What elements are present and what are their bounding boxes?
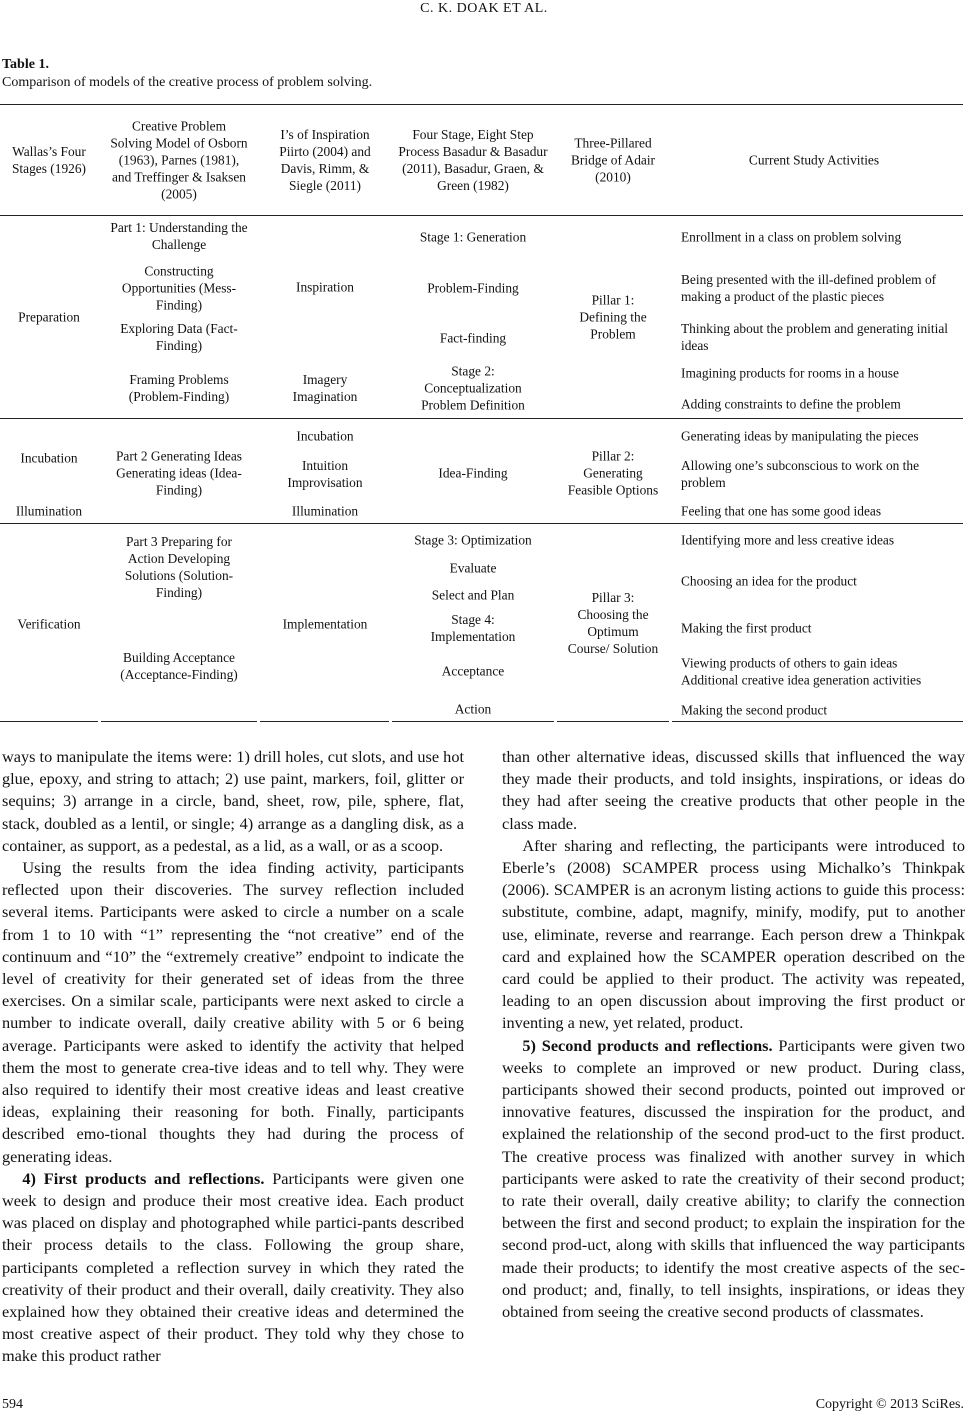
col-header-inspiration: I’s of Inspiration Piirto (2004) and Davis, Rimm, & Siegle (2011) [279, 127, 371, 193]
copyright: Copyright © 2013 SciRes. [815, 1397, 964, 1412]
adair-pillar3: Pillar 3: Choosing the Optimum Course/ Solution [567, 590, 659, 656]
page-number: 594 [2, 1397, 23, 1412]
bas-stage1: Stage 1: Generation [419, 229, 527, 245]
wallas-verification: Verification [17, 616, 81, 632]
activity-item: Enrollment in a class on problem solving [681, 229, 902, 245]
section-rule-1 [0, 418, 963, 419]
wallas-incubation: Incubation [20, 450, 78, 466]
bas-problem-finding: Problem-Finding [427, 280, 519, 296]
cps-part2: Part 2 Generating Ideas Generating ideas (Idea-Finding) [115, 448, 243, 498]
paragraph: After sharing and reflecting, the participants were introduced to Eberle’s (2008) SCAMPER process using Michalko’s Thinkpak (2006). SCAMPER is an acronym listing actions to guide this process: substitute, combine, adapt, magnify, minify, modify, put to another use, eliminate, reverse and rearrange. Each person drew a Thinkpak card and explained how the SCAMPER operation described on the card could be applied to their product. The activity was repeated, leading to an open discussion about improving the first product or inventing a new, yet related, product. [502, 835, 965, 1033]
cps-part1: Part 1: Understanding the Challenge [110, 220, 248, 252]
col-header-wallas: Wallas’s Four Stages (1926) [11, 144, 86, 176]
insp-illumination: Illumination [291, 503, 359, 519]
activity-item: Choosing an idea for the product [681, 573, 857, 589]
bas-evaluate: Evaluate [449, 560, 497, 576]
col-header-adair: Three-Pillared Bridge of Adair (2010) [570, 135, 656, 185]
bas-stage2: Stage 2: Conceptualization Problem Definition [421, 363, 525, 413]
activity-item: Identifying more and less creative ideas [681, 532, 895, 548]
insp-intuition: Intuition Improvisation [287, 458, 363, 490]
bas-select-plan: Select and Plan [431, 587, 515, 603]
col-header-basadur: Four Stage, Eight Step Process Basadur & Basadur (2011), Basadur, Graen, & Green (1982) [398, 127, 548, 193]
cps-problem-finding: Framing Problems (Problem-Finding) [128, 372, 230, 404]
header-bottom-rule [0, 215, 963, 216]
paragraph: than other alternative ideas, discussed skills that influenced the way they made their products, and told insights, inspirations, or ideas do they had after seeing the creative products that other people in the class made. [502, 747, 965, 833]
section-heading: 4) First products and reflections. [22, 1168, 265, 1188]
running-head: C. K. DOAK ET AL. [420, 1, 548, 16]
bas-fact-finding: Fact-finding [439, 330, 507, 346]
activity-item: Viewing products of others to gain ideas [681, 655, 898, 671]
bas-stage3: Stage 3: Optimization [414, 532, 532, 548]
adair-pillar2: Pillar 2: Generating Feasible Options [567, 448, 659, 498]
section-heading: 5) Second products and reflections. [522, 1035, 773, 1055]
insp-implementation: Implementation [282, 616, 368, 632]
activity-item: Generating ideas by manipulating the pieces [681, 428, 919, 444]
activity-item: Additional creative idea generation activities [681, 672, 922, 688]
col-header-cps: Creative Problem Solving Model of Osborn (1963), Parnes (1981), and Treffinger & Isaksen (2005) [110, 118, 248, 202]
activity-item: Adding constraints to define the problem [681, 396, 901, 412]
activity-item: Making the first product [681, 620, 812, 636]
table-top-rule [0, 104, 963, 105]
cps-acceptance: Building Acceptance (Acceptance-Finding) [120, 650, 238, 682]
wallas-preparation: Preparation [18, 309, 80, 325]
activity-item: Allowing one’s subconscious to work on the problem [681, 458, 920, 490]
activity-item: Thinking about the problem and generating initial ideas [681, 321, 949, 353]
bas-action: Action [454, 701, 492, 717]
cps-fact-finding: Exploring Data (Fact-Finding) [120, 321, 238, 353]
insp-imagery: Imagery Imagination [292, 372, 358, 404]
activity-item: Feeling that one has some good ideas [681, 503, 882, 519]
activity-item: Making the second product [681, 702, 828, 718]
table-title: Table 1. [2, 57, 49, 72]
insp-incubation: Incubation [296, 428, 354, 444]
adair-pillar1: Pillar 1: Defining the Problem [579, 292, 647, 342]
bas-acceptance: Acceptance [441, 663, 505, 679]
cps-part3: Part 3 Preparing for Action Developing Solutions (Solution-Finding) [124, 534, 234, 600]
cps-mess-finding: Constructing Opportunities (Mess-Finding) [121, 263, 237, 313]
left-text-column [2, 746, 464, 1368]
col-header-activities: Current Study Activities [748, 152, 880, 168]
bas-idea-finding: Idea-Finding [438, 465, 508, 481]
table-caption: Comparison of models of the creative process of problem solving. [2, 75, 373, 90]
paragraph: 5) Second products and reflections. Participants were given two weeks to complete an improved or new product. During class, participants showed their second products, pointed out improved or innovative features, discussed the inspiration for the product, and explained the relationship of the second prod-uct to the first product. The creative process was finalized with another survey in which participants were asked to rate the creativity of their second product; to rate their overall, daily creative ability; to clarify the connection between the first and second product; to explain the inspiration for the second prod-uct, along with skills that influenced the way participants made their products; to identify the most creative aspects of the sec-ond product; and, finally, to tell insights, inspirations, or ideas they obtained from seeing the creative second products of classmates. [502, 1035, 965, 1322]
wallas-illumination: Illumination [15, 503, 83, 519]
insp-inspiration: Inspiration [295, 279, 354, 295]
activity-item: Imagining products for rooms in a house [681, 365, 899, 381]
paragraph: 4) First products and reflections. Participants were given one week to design and produce their most creative idea. Each product was placed on display and photographed while partici-pants described their process details to the class. Following the group share, participants completed a reflection survey in which they rated the creativity of their product and their overall, daily creativity. They also explained how they obtained their creative ideas and determined the most creative aspect of their product. They told why they chose to make this product rather [2, 1168, 464, 1366]
paragraph: Using the results from the idea finding activity, participants reflected upon their discoveries. The survey reflection included several items. Participants were asked to circle a number on a scale from 1 to 10 with “1” representing the “not creative” end of the continuum and “10” the “extremely creative” endpoint to indicate the level of creativity for their generated set of ideas from the three exercises. On a similar scale, participants were next asked to circle a number to indicate overall, daily creative ability with 5 or 6 being average. Participants were asked to identify the activity that helped them the most to generate crea-tive ideas and to tell why. They were also required to identify their most creative ideas and least creative ideas, explaining their reasoning for both. Finally, participants described emo-tional thoughts they had during the process of generating ideas. [2, 858, 464, 1166]
section-rule-2 [0, 523, 963, 524]
activity-item: Being presented with the ill-defined problem of making a product of the plastic pieces [681, 272, 937, 304]
right-text-column [502, 746, 965, 1323]
paragraph: ways to manipulate the items were: 1) drill holes, cut slots, and use hot glue, epoxy, and string to attach; 2) use paint, markers, foil, glitter or sequins; 3) arrange in a circle, band, sheet, row, pile, sphere, flat, stack, doubled as a lentil, or single; 4) arrange as a dangling disk, as a container, as support, as a pedestal, as a lid, as a wall, or as a scoop. [2, 747, 464, 855]
bas-stage4: Stage 4: Implementation [430, 612, 516, 644]
